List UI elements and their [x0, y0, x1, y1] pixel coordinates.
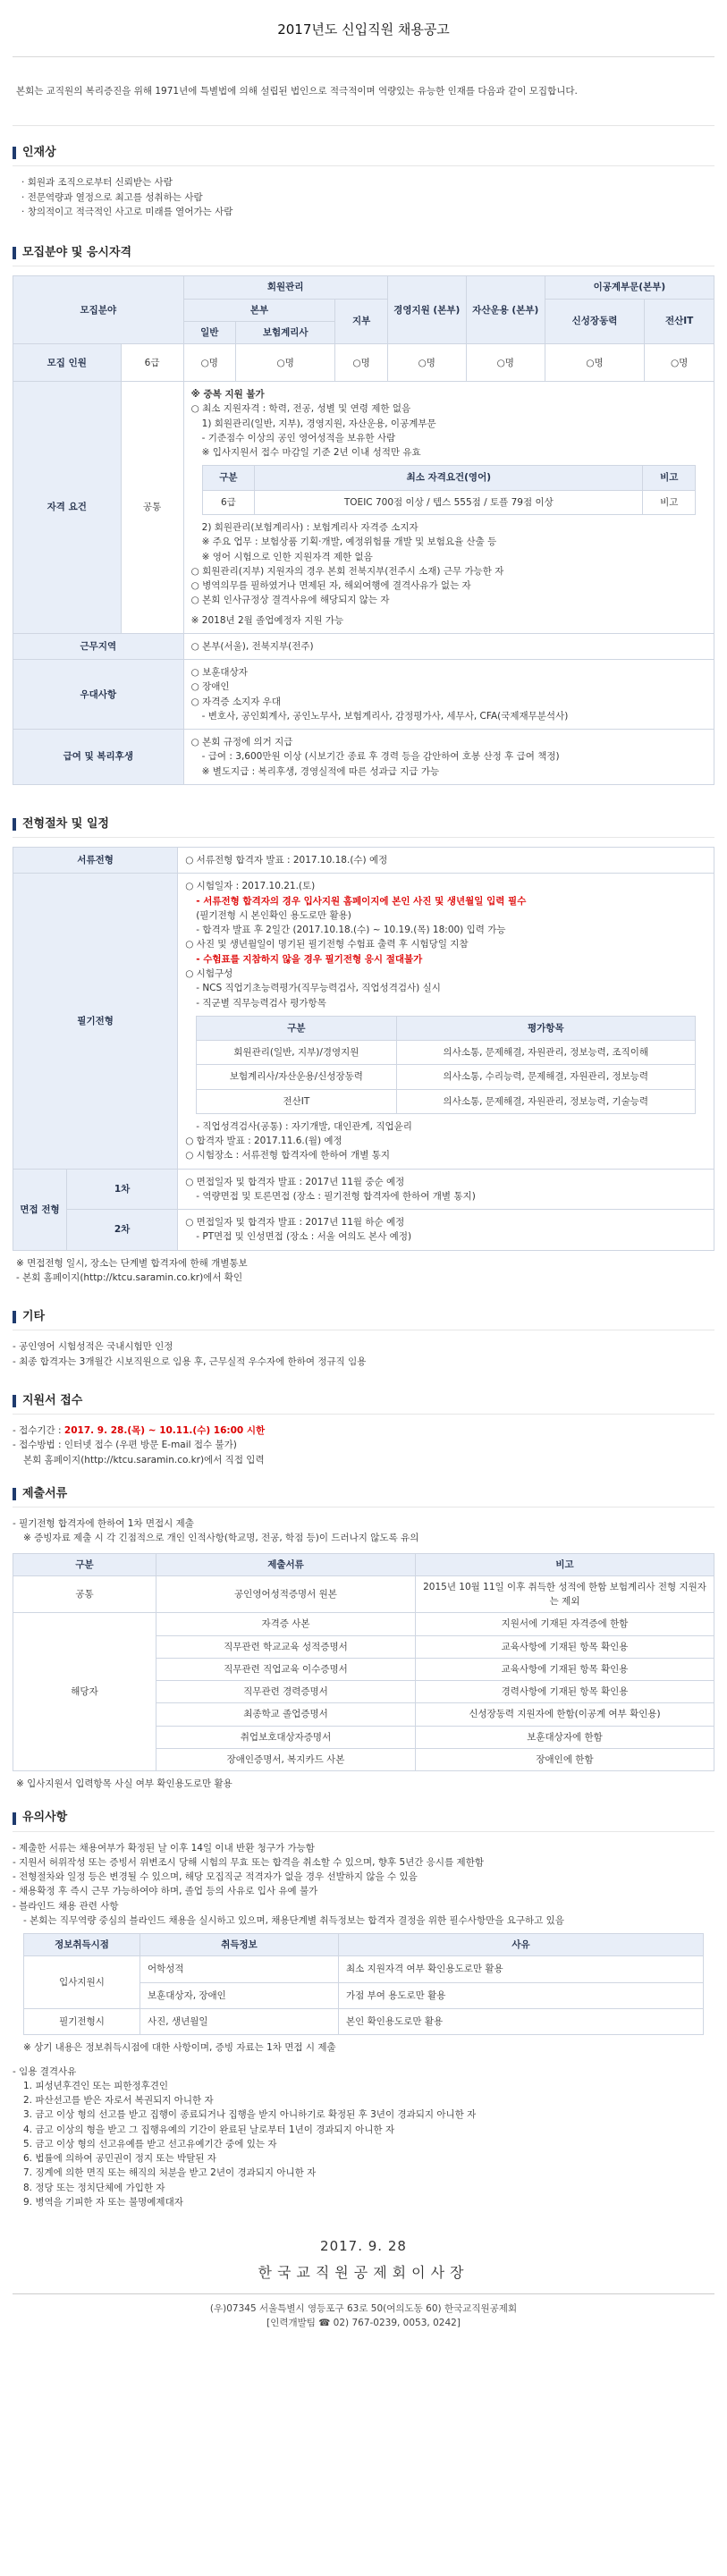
process-notes: ※ 면접전형 일시, 장소는 단계별 합격자에 한해 개별통보 - 본회 홈페이지(http://ktcu.saramin.co.kr)에서 확인: [16, 1257, 248, 1283]
count-cell: ○명: [645, 344, 714, 382]
list-item: · 전문역량과 열정으로 최고를 성취하는 사람: [21, 191, 203, 203]
table-row: 공통: [13, 1575, 156, 1613]
talent-list: [13, 175, 714, 219]
list-item: 3. 금고 이상 형의 선고를 받고 집행이 종료되거나 집행을 받지 아니하기로 확정된 후 3년이 경과되지 아니한 자: [23, 2109, 477, 2121]
th-mgmt: 경영지원 (본부): [387, 276, 466, 344]
count-cell: ○명: [235, 344, 335, 382]
caution-heading: 유의사항: [13, 1809, 714, 1831]
list-item: 7. 징계에 의한 면직 또는 해직의 처분을 받고 2년이 경과되지 아니한 자: [23, 2167, 317, 2179]
heading-marker-icon: [13, 1488, 16, 1500]
th-newbiz: 신성장동력: [545, 299, 645, 344]
row-doc-label: 서류전형: [13, 848, 178, 874]
row-pref-label: 우대사항: [13, 660, 184, 730]
count-cell: ○명: [545, 344, 645, 382]
talent-heading-text: 인재상: [22, 146, 56, 160]
heading-marker-icon: [13, 1311, 16, 1323]
count-cell: ○명: [335, 344, 387, 382]
list-item: · 창의적이고 적극적인 사고로 미래를 열어가는 사람: [21, 206, 233, 217]
th-asset: 자산운용 (본부): [466, 276, 545, 344]
th-insurance: 보험계리사: [235, 321, 335, 343]
list-item: 1. 피성년후견인 또는 피한정후견인: [23, 2080, 169, 2091]
qual-line: 2) 회원관리(보험계리사) : 보험계리사 자격증 소지자: [201, 522, 418, 533]
process-section: [13, 815, 714, 1285]
list-item: 5. 금고 이상 형의 선고유예를 받고 선고유예기간 중에 있는 자: [23, 2138, 277, 2149]
apply-section: [13, 1392, 714, 1467]
qual-line: ※ 중복 지원 불가: [190, 389, 265, 401]
qual-line: ※ 입사지원서 접수 마감일 기준 2년 이내 성적만 유효: [201, 447, 421, 459]
heading-marker-icon: [13, 1395, 16, 1407]
th-hq: 본부: [183, 299, 335, 321]
qual-line: ○ 병역의무를 필하였거나 면제된 자, 해외여행에 결격사유가 없는 자: [190, 580, 471, 592]
qual-line: ○ 본회 인사규정상 결격사유에 해당되지 않는 자: [190, 595, 390, 606]
recruit-section: [13, 244, 714, 785]
row-2nd-label: 2차: [67, 1210, 178, 1251]
preference-cell: ○ 보훈대상자 ○ 장애인 ○ 자격증 소지자 우대 - 변호사, 공인회계사, 공인노무사, 보험계리사, 감정평가사, 세무사, CFA(국제재무분석사): [183, 660, 714, 730]
interview-2-cell: ○ 면접일자 및 합격자 발표 : 2017년 11월 하순 예정 - PT면접 및 인성면접 (장소 : 서울 여의도 본사 예정): [178, 1210, 714, 1251]
page-title: 2017년도 신입직원 채용공고: [13, 0, 714, 57]
th-it: 전산IT: [645, 299, 714, 344]
th-member: 회원관리: [183, 276, 387, 299]
heading-marker-icon: [13, 818, 16, 831]
count-cell: ○명: [466, 344, 545, 382]
th-general: 일반: [183, 321, 235, 343]
grade-cell: 6급: [121, 344, 183, 382]
count-cell: ○명: [183, 344, 235, 382]
process-heading: 전형절차 및 일정: [13, 815, 714, 838]
row-salary-label: 급여 및 복리후생: [13, 730, 184, 785]
qual-line: ○ 최소 지원자격 : 학력, 전공, 성별 및 연령 제한 없음: [190, 403, 411, 415]
qualification-cell: [183, 382, 714, 634]
recruit-heading: 모집분야 및 응시자격: [13, 244, 714, 266]
qual-line: ※ 영어 시험으로 인한 지원자격 제한 없음: [201, 551, 373, 562]
etc-section: [13, 1308, 714, 1369]
heading-marker-icon: [13, 147, 16, 159]
process-table: [13, 847, 714, 1251]
footer: [13, 2236, 714, 2331]
ncs-table: 구분 평가항목 회원관리(일반, 지부)/경영지원 의사소통, 문제해결, 자원관리, 정보능력, 조직이해 보험계리사/자산운용/신성장동력 의사소통, 수리능력, 문제해결, 자원관리, 정보능력 전산IT 의사소통, 문제해결, 자원관리, 정보능력, 기술능력: [196, 1016, 696, 1114]
submit-section: 제출서류 - 필기전형 합격자에 한하여 1차 면접시 제출 ※ 증빙자료 제출 시 각 긴점적으로 개인 인적사항(학교명, 전공, 학점 등)이 드러나지 않도록 유의 구분 제출서류 비고 공통 공인영어성적증명서 원본 2015년 10월 11일 이후 취득한 성적에 한함 보험계리사 전형 지원자는 제외 해당자 자격증 사본 지원서에 기재된 자격증에 한함 직무관련 학교교육 성적증명서 교육사항에 기재된 항목 확인용 직무관련 직업교육 이수증명서 교육사항에 기재된 항목 확인용 직무관련 경력증명서 경력사항에 기재된 항목 확인용 최종학교 졸업증명서 신성장동력 지원자에 한함(이공계 여부 확인용) 취업보호대상자증명서 보훈대상자에 한함 장애인증명서, 복지카드 사본 장애인에 한함 ※ 입사지원서 입력항목 사실 여부 확인용도로만 활용: [13, 1485, 714, 1792]
qual-line: ※ 주요 업무 : 보험상품 기획·개발, 예정위험률 개발 및 보험요율 산출 등: [201, 536, 497, 548]
list-item: 4. 금고 이상의 형을 받고 그 집행유예의 기간이 완료된 날로부터 1년이 경과되지 아니한 자: [23, 2124, 395, 2135]
list-item: 8. 정당 또는 정치단체에 가입한 자: [23, 2182, 165, 2193]
salary-cell: ○ 본회 규정에 의거 지급 - 급여 : 3,600만원 이상 (시보기간 종료 후 경력 등을 감안하여 호봉 산정 후 급여 책정) ※ 별도지급 : 복리후생, 경영실적에 따른 성과급 지급 가능: [183, 730, 714, 785]
count-cell: ○명: [387, 344, 466, 382]
intro-text: 본회는 교직원의 복리증진을 위해 1971년에 특별법에 의해 설립된 법인으로 적극적이며 역량있는 유능한 인재를 다음과 같이 모집합니다.: [13, 57, 714, 126]
caution-section: 유의사항 - 제출한 서류는 채용여부가 확정된 날 이후 14일 이내 반환 청구가 가능함 - 지원서 허위작성 또는 증빙서 위변조시 당해 시험의 무효 또는 합격을 취소할 수 있으며, 향후 5년간 응시를 제한함 - 전형절차와 일정 등은 변경될 수 있으며, 해당 모집직군 적격자가 없을 경우 선발하지 않을 수 있음 - 채용확정 후 즉시 근무 가능하여야 하며, 졸업 등의 사유로 입사 유예 불가 - 블라인드 채용 관련 사항 - 본회는 직무역량 중심의 블라인드 채용을 실시하고 있으며, 채용단계별 취득정보는 합격자 결정을 위한 필수사항만을 요구하고 있음 정보취득시점 취득정보 사유 입사지원시 어학성적 최소 지원자격 여부 확인용도로만 활용 보훈대상자, 장애인 가점 부여 용도로만 활용 필기전형시 사진, 생년월일 본인 확인용도로만 활용 ※ 상기 내용은 정보취득시점에 대한 사항이며, 증빙 자료는 1차 면접 시 제출 - 임용 결격사유 1. 피성년후견인 또는 피한정후견인 2. 파산선고를 받은 자로서 복권되지 아니한 자 3. 금고 이상 형의 선고를 받고 집행이 종료되거나 집행을 받지 아니하기로 확정된 후 3년이 경과되지 아니한 자 4. 금고 이상의 형을 받고 그 집행유예의 기간이 완료된 날로부터 1년이 경과되지 아니한 자 5. 금고 이상 형의 선고유예를 받고 선고유예기간 중에 있는 자 6. 법률에 의하여 공민권이 정지 또는 박탈된 자 7. 징계에 의한 면직 또는 해직의 처분을 받고 2년이 경과되지 아니한 자 8. 정당 또는 정치단체에 가입한 자 9. 병역을 기피한 자 또는 불명예제대자: [13, 1809, 714, 2209]
qual-line: - 기준점수 이상의 공인 영어성적을 보유한 사람: [201, 432, 396, 443]
doc-cell: ○ 서류전형 합격자 발표 : 2017.10.18.(수) 예정: [178, 848, 714, 874]
th-branch: 지부: [335, 299, 387, 344]
th-science: 이공계부문(본부): [545, 276, 714, 299]
talent-heading: [13, 144, 714, 166]
footer-date: 2017. 9. 28: [320, 2238, 407, 2255]
th-field: 모집분야: [13, 276, 184, 344]
common-cell: 공통: [121, 382, 183, 634]
list-item: 6. 법률에 의하여 공민권이 정지 또는 박탈된 자: [23, 2153, 216, 2165]
english-score-table: 구분 최소 자격요건(영어) 비고 6급 TOEIC 700점 이상 / 텝스 555점 / 토플 79점 이상 비고: [202, 465, 696, 515]
etc-heading: 기타: [13, 1308, 714, 1330]
heading-marker-icon: [13, 1812, 16, 1825]
row-1st-label: 1차: [67, 1169, 178, 1210]
written-cell: ○ 시험일자 : 2017.10.21.(토) - 서류전형 합격자의 경우 입사지원 홈페이지에 본인 사진 및 생년월일 입력 필수 (필기전형 시 본인확인 용도로만 활용) - 합격자 발표 후 2일간 (2017.10.18.(수) ~ 10.19.(목) 18:00) 입력 가능 ○ 사진 및 생년월일이 명기된 필기전형 수험표 출력 후 시험당일 지참 - 수험표를 지참하지 않을 경우 필기전형 응시 절대불가 ○ 시험구성 - NCS 직업기초능력평가(직무능력검사, 직업성격검사) 실시 - 직군별 직무능력검사 평가항목 구분 평가항목 회원관리(일반, 지부)/경영지원 의사소통, 문제해결, 자원관리, 정보능력, 조직이해 보험계리사/자산운용/신성장동력 의사소통, 수리능력, 문제해결, 자원관리, 정보능력 전산IT 의사소통, 문제해결, 자원관리, 정보능력, 기술능력 - 직업성격검사(공통) : 자기개발, 대인관계, 직업윤리 ○ 합격자 발표 : 2017.11.6.(월) 예정 ○ 시험장소 : 서류전형 합격자에 한하여 개별 통지: [178, 874, 714, 1169]
submit-table: 구분 제출서류 비고 공통 공인영어성적증명서 원본 2015년 10월 11일 이후 취득한 성적에 한함 보험계리사 전형 지원자는 제외 해당자 자격증 사본 지원서에 기재된 자격증에 한함 직무관련 학교교육 성적증명서 교육사항에 기재된 항목 확인용 직무관련 직업교육 이수증명서 교육사항에 기재된 항목 확인용 직무관련 경력증명서 경력사항에 기재된 항목 확인용 최종학교 졸업증명서 신성장동력 지원자에 한함(이공계 여부 확인용) 취업보호대상자증명서 보훈대상자에 한함 장애인증명서, 복지카드 사본 장애인에 한함: [13, 1553, 714, 1772]
interview-1-cell: ○ 면접일자 및 합격자 발표 : 2017년 11월 중순 예정 - 역량면접 및 토론면접 (장소 : 필기전형 합격자에 한하여 개별 통지): [178, 1169, 714, 1210]
place-cell: ○ 본부(서울), 전북지부(전주): [183, 633, 714, 659]
list-item: 2. 파산선고를 받은 자로서 복권되지 아니한 자: [23, 2095, 214, 2107]
heading-marker-icon: [13, 247, 16, 259]
footer-address: (우)07345 서울특별시 영등포구 63로 50(여의도동 60) 한국교직원공제회 [인력개발팀 ☎ 02) 767-0239, 0053, 0242]: [13, 2293, 714, 2331]
etc-line: - 최종 합격자는 3개월간 시보직원으로 임용 후, 근무실적 우수자에 한하여 정규직 임용: [13, 1356, 367, 1367]
blind-table: 정보취득시점 취득정보 사유 입사지원시 어학성적 최소 지원자격 여부 확인용도로만 활용 보훈대상자, 장애인 가점 부여 용도로만 활용 필기전형시 사진, 생년월일 본인 확인용도로만 활용: [23, 1933, 704, 2035]
apply-heading: 지원서 접수: [13, 1392, 714, 1415]
apply-period: - 접수기간 : 2017. 9. 28.(목) ~ 10.11.(수) 16:00 시한: [13, 1425, 266, 1437]
submit-heading: 제출서류: [13, 1485, 714, 1508]
row-qual-label: 자격 요건: [13, 382, 122, 634]
row-place-label: 근무지역: [13, 633, 184, 659]
talent-section: [13, 144, 714, 219]
disqualification-list: [13, 2079, 714, 2209]
etc-line: - 공인영어 시험성적은 국내시험만 인정: [13, 1341, 173, 1353]
row-written-label: 필기전형: [13, 874, 178, 1169]
list-item: 9. 병역을 기피한 자 또는 불명예제대자: [23, 2196, 183, 2208]
row-recruit-label: 모집 인원: [13, 344, 122, 382]
footer-org: 한국교직원공제회이사장: [258, 2264, 469, 2282]
row-interview-label: 면접 전형: [13, 1169, 67, 1250]
qual-line: 1) 회원관리(일반, 지부), 경영지원, 자산운용, 이공계부문: [201, 418, 436, 429]
apply-method: - 접수방법 : 인터넷 접수 (우편 방문 E-mail 접수 불가): [13, 1440, 237, 1451]
qual-line: ※ 2018년 2월 졸업예정자 지원 가능: [190, 614, 344, 626]
recruit-table: [13, 275, 714, 785]
list-item: · 회원과 조직으로부터 신뢰받는 사람: [21, 177, 173, 189]
qual-line: ○ 회원관리(지부) 지원자의 경우 본회 전북지부(전주시 소재) 근무 가능한 자: [190, 565, 504, 577]
apply-homepage[interactable]: 본회 홈페이지(http://ktcu.saramin.co.kr)에서 직접 입력: [23, 1454, 265, 1465]
